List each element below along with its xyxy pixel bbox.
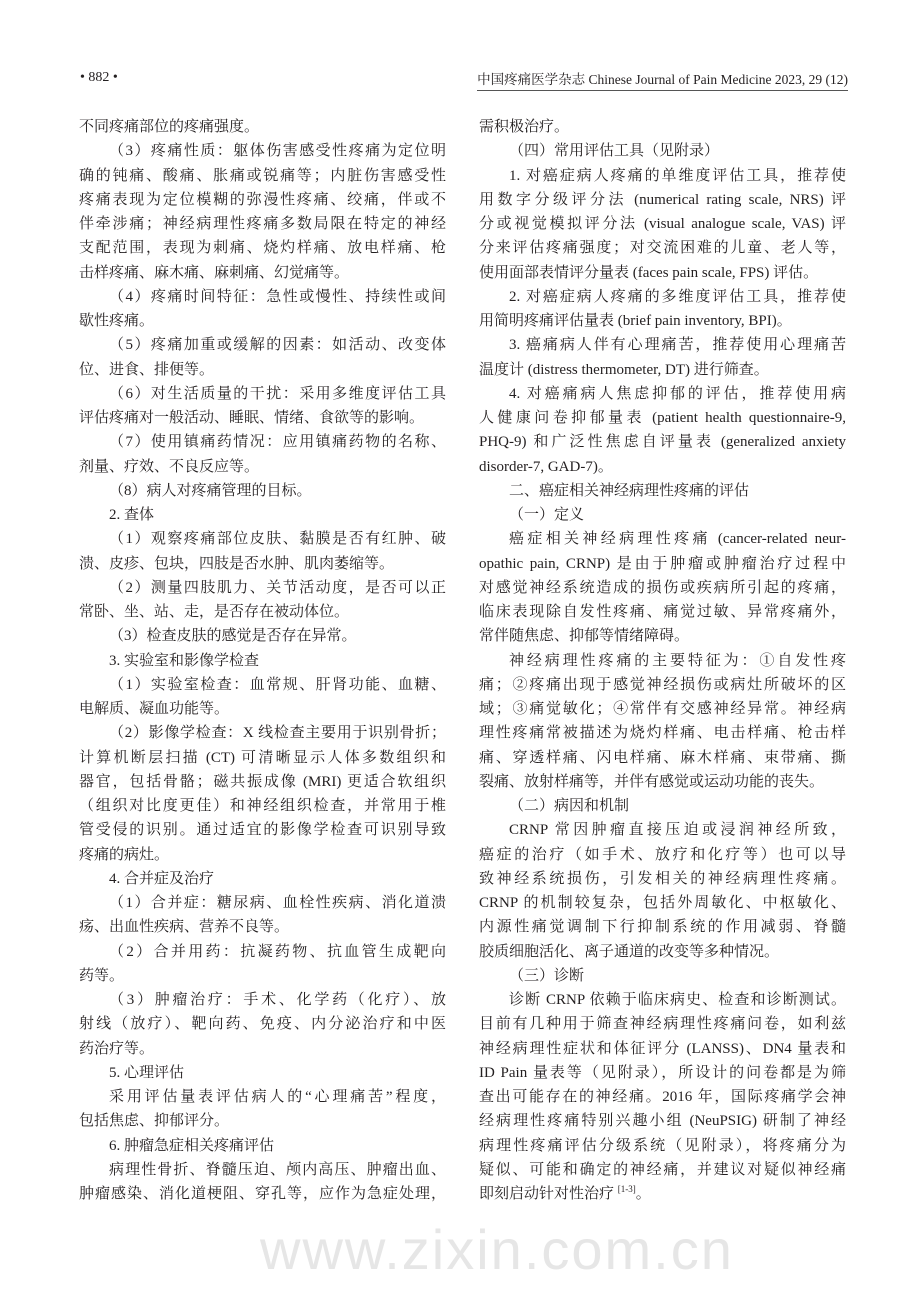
text-line: 对感觉神经系统造成的损伤或疾病所引起的疼痛，	[479, 579, 846, 596]
text-line: （2）影像学检查：X 线检查主要用于识别骨折；	[109, 725, 446, 742]
text-line: 位、进食、排便等。	[79, 361, 215, 378]
section-heading	[79, 867, 446, 891]
paragraph	[479, 164, 846, 285]
paragraph	[479, 649, 846, 795]
text-line: opathic pain, CRNP) 是由于肿瘤或肿瘤治疗过程中	[479, 555, 846, 572]
text-line: （一）定义	[509, 507, 585, 523]
text-line: （3）疼痛性质：躯体伤害感受性疼痛为定位明	[109, 143, 446, 160]
left-column	[79, 115, 446, 1206]
paragraph	[79, 430, 446, 479]
paragraph	[79, 891, 446, 940]
paragraph	[479, 527, 846, 648]
text-line: （4）疼痛时间特征：急性或慢性、持续性或间	[109, 288, 446, 305]
text-line: 神经病理性症状和体征评分 (LANSS)、DN4 量表和	[479, 1040, 846, 1057]
text-line: 常伴随焦虑、抑郁等情绪障碍。	[479, 628, 690, 645]
paragraph	[79, 624, 446, 648]
paragraph	[79, 527, 446, 576]
text-line: 计算机断层扫描 (CT) 可清晰显示人体多数组织和	[79, 749, 446, 766]
text-line: 评估疼痛对一般活动、睡眠、情绪、食欲等的影响。	[79, 410, 425, 426]
text-line: 二、癌症相关神经病理性疼痛的评估	[509, 482, 750, 499]
text-line: （2）测量四肢肌力、关节活动度，是否可以正	[109, 579, 446, 596]
text-line: 器官，包括骨骼；磁共振成像 (MRI) 更适合软组织	[79, 773, 446, 790]
paragraph	[79, 115, 446, 139]
text-line: 药治疗等。	[79, 1040, 155, 1057]
text-line: 5. 心理评估	[109, 1064, 185, 1081]
text-line: 癌症相关神经病理性疼痛 (cancer-related neur-	[509, 531, 846, 548]
text-line: disorder-7, GAD-7)。	[479, 458, 613, 475]
text-line: CRNP 的机制较复杂，包括外周敏化、中枢敏化、	[479, 895, 846, 911]
text-line: 理性疼痛常被描述为烧灼样痛、电击样痛、枪击样	[479, 725, 846, 742]
text-line: （5）疼痛加重或缓解的因素：如活动、改变体	[109, 337, 446, 354]
text-line: 电解质、凝血功能等。	[79, 701, 230, 717]
text-line: 人健康问卷抑郁量表 (patient health questionnaire-9,	[479, 410, 846, 426]
text-line: 临床表现除自发性疼痛、痛觉过敏、异常疼痛外，	[479, 604, 846, 620]
text-line: （3）检查皮肤的感觉是否存在异常。	[109, 628, 357, 645]
text-line: 3. 癌痛病人伴有心理痛苦，推荐使用心理痛苦	[509, 337, 846, 354]
paragraph	[479, 818, 846, 964]
text-line: 目前有几种用于筛查神经病理性疼痛问卷，如利兹	[479, 1016, 846, 1033]
text: 。	[635, 1186, 651, 1202]
text-line: （二）病因和机制	[509, 798, 630, 814]
text-line: 1. 对癌症病人疼痛的单维度评估工具，推荐使	[509, 167, 846, 184]
section-heading	[479, 964, 846, 988]
paragraph	[479, 382, 846, 479]
text-line: （7）使用镇痛药情况：应用镇痛药物的名称、	[109, 434, 446, 451]
text-line: 管受侵的识别。通过适宜的影像学检查可识别导致	[79, 822, 446, 839]
text-line: 6. 肿瘤急症相关疼痛评估	[109, 1137, 275, 1154]
text-line: 用数字分级评分法 (numerical rating scale, NRS) 评	[479, 191, 846, 208]
text-line: 用简明疼痛评估量表 (brief pain inventory, BPI)。	[479, 313, 792, 329]
text-line: 药等。	[79, 967, 125, 984]
text-line: 3. 实验室和影像学检查	[109, 652, 260, 669]
paragraph	[79, 285, 446, 334]
text-line: 2. 查体	[109, 507, 155, 523]
paragraph	[79, 1158, 446, 1207]
text-line: 伴牵涉痛；神经病理性疼痛多数局限在特定的神经	[79, 216, 446, 232]
text-line: 裂痛、放射样痛等，并伴有感觉或运动功能的丧失。	[479, 773, 825, 790]
text-line: 痛；②疼痛出现于感觉神经损伤或病灶所破坏的区	[479, 676, 846, 693]
text-line: 域；③痛觉敏化；④常伴有交感神经异常。神经病	[479, 701, 846, 717]
paragraph	[79, 988, 446, 1061]
paragraph	[79, 721, 446, 867]
citation: [1-3]	[617, 1184, 636, 1194]
text-line: 痛、穿透样痛、闪电样痛、麻木样痛、束带痛、撕	[479, 749, 846, 766]
paragraph	[79, 139, 446, 285]
text-line: （四）常用评估工具（见附录）	[509, 143, 720, 160]
text-line: 内源性痛觉调制下行抑制系统的作用减弱、脊髓	[479, 919, 846, 936]
watermark: www.zixin.com.cn	[260, 1218, 734, 1281]
paragraph	[79, 673, 446, 722]
text-line: （8）病人对疼痛管理的目标。	[109, 482, 312, 499]
paragraph	[79, 940, 446, 989]
text-line: （组织对比度更佳）和神经组织检查，并常用于椎	[79, 798, 446, 814]
text-line	[479, 1182, 846, 1206]
text-line: 查出可能存在的神经痛。2016 年，国际疼痛学会神	[479, 1089, 846, 1105]
text-line: 病理性疼痛评估分级系统（见附录），将疼痛分为	[479, 1137, 846, 1154]
text-line: CRNP 常因肿瘤直接压迫或浸润神经所致，	[509, 822, 846, 839]
text-line: 常卧、坐、站、走，是否存在被动体位。	[79, 604, 350, 620]
paragraph	[79, 382, 446, 431]
text-line: 诊断 CRNP 依赖于临床病史、检查和诊断测试。	[509, 992, 846, 1008]
text-line: PHQ-9) 和广泛性焦虑自评量表 (generalized anxiety	[479, 434, 846, 451]
paragraph	[79, 479, 446, 503]
text-line: 溃、皮疹、包块，四肢是否水肿、肌肉萎缩等。	[79, 555, 395, 572]
text-line: 需积极治疗。	[479, 119, 570, 135]
text-line: 分来评估疼痛强度；对交流困难的儿童、老人等，	[479, 240, 846, 257]
text-line: 采用评估量表评估病人的“心理痛苦”程度，	[109, 1089, 446, 1105]
paragraph	[79, 1085, 446, 1134]
text-line: （三）诊断	[509, 967, 585, 984]
right-column	[479, 115, 846, 1206]
text-line: （1）实验室检查：血常规、肝肾功能、血糖、	[109, 676, 446, 693]
text-line: 疼痛表现为定位模糊的弥漫性疼痛、绞痛，伴或不	[79, 191, 446, 208]
text-line: 4. 对癌痛病人焦虑抑郁的评估，推荐使用病	[509, 385, 846, 402]
section-heading	[479, 479, 846, 503]
paragraph	[79, 333, 446, 382]
text-line: 温度计 (distress thermometer, DT) 进行筛查。	[479, 361, 769, 378]
text-line: 歇性疼痛。	[79, 313, 155, 329]
paragraph	[79, 576, 446, 625]
paragraph	[479, 988, 846, 1206]
text-line: 2. 对癌症病人疼痛的多维度评估工具，推荐使	[509, 288, 846, 305]
text-line: 确的钝痛、酸痛、胀痛或锐痛等；内脏伤害感受性	[79, 167, 446, 184]
text-line: 包括焦虑、抑郁评分。	[79, 1113, 230, 1130]
text-line: 剂量、疗效、不良反应等。	[79, 458, 260, 475]
text-line: 分或视觉模拟评分法 (visual analogue scale, VAS) 评	[479, 216, 846, 232]
section-heading	[79, 1061, 446, 1085]
text-line: 支配范围，表现为刺痛、烧灼样痛、放电样痛、枪	[79, 240, 446, 257]
section-heading	[79, 1134, 446, 1158]
text-line: ID Pain 量表等（见附录），所设计的问卷都是为筛	[479, 1064, 846, 1081]
text-line: 疡、出血性疾病、营养不良等。	[79, 919, 290, 936]
text-line: （3）肿瘤治疗：手术、化学药（化疗）、放	[109, 992, 446, 1008]
text-line: 射线（放疗）、靶向药、免疫、内分泌治疗和中医	[79, 1016, 446, 1033]
text-line: （6）对生活质量的干扰：采用多维度评估工具	[109, 385, 446, 402]
section-heading	[479, 139, 846, 163]
journal-running-header: 中国疼痛医学杂志 Chinese Journal of Pain Medicine 2023, 29 (12)	[477, 68, 848, 91]
paragraph	[479, 285, 846, 334]
text-line: 不同疼痛部位的疼痛强度。	[79, 119, 260, 135]
section-heading	[479, 794, 846, 818]
text-line: 使用面部表情评分量表 (faces pain scale, FPS) 评估。	[479, 264, 819, 281]
section-heading	[79, 503, 446, 527]
text-line: 4. 合并症及治疗	[109, 870, 215, 887]
text-line: 疑似、可能和确定的神经痛，并建议对疑似神经痛	[479, 1161, 846, 1178]
section-heading	[79, 649, 446, 673]
text-line: （2）合并用药：抗凝药物、抗血管生成靶向	[109, 943, 446, 960]
paragraph	[479, 333, 846, 382]
text-line: （1）合并症：糖尿病、血栓性疾病、消化道溃	[109, 895, 446, 911]
text-line: 击样疼痛、麻木痛、麻刺痛、幻觉痛等。	[79, 264, 350, 281]
text-line: 癌症的治疗（如手术、放疗和化疗等）也可以导	[479, 846, 846, 863]
text-line: 疼痛的病灶。	[79, 846, 170, 863]
paragraph	[479, 115, 846, 139]
text-line: 肿瘤感染、消化道梗阻、穿孔等，应作为急症处理，	[79, 1186, 446, 1202]
text-line: （1）观察疼痛部位皮肤、黏膜是否有红肿、破	[109, 531, 446, 548]
text-line: 胶质细胞活化、离子通道的改变等多种情况。	[479, 943, 780, 960]
text-line: 致神经系统损伤，引发相关的神经病理性疼痛。	[479, 870, 846, 887]
text-line: 经病理性疼痛特别兴趣小组 (NeuPSIG) 研制了神经	[479, 1113, 846, 1130]
text: 即刻启动针对性治疗	[479, 1186, 618, 1202]
text-line: 神经病理性疼痛的主要特征为：①自发性疼	[509, 652, 846, 669]
section-heading	[479, 503, 846, 527]
page-number: • 882 •	[80, 70, 118, 85]
text-line: 病理性骨折、脊髓压迫、颅内高压、肿瘤出血、	[109, 1161, 446, 1178]
